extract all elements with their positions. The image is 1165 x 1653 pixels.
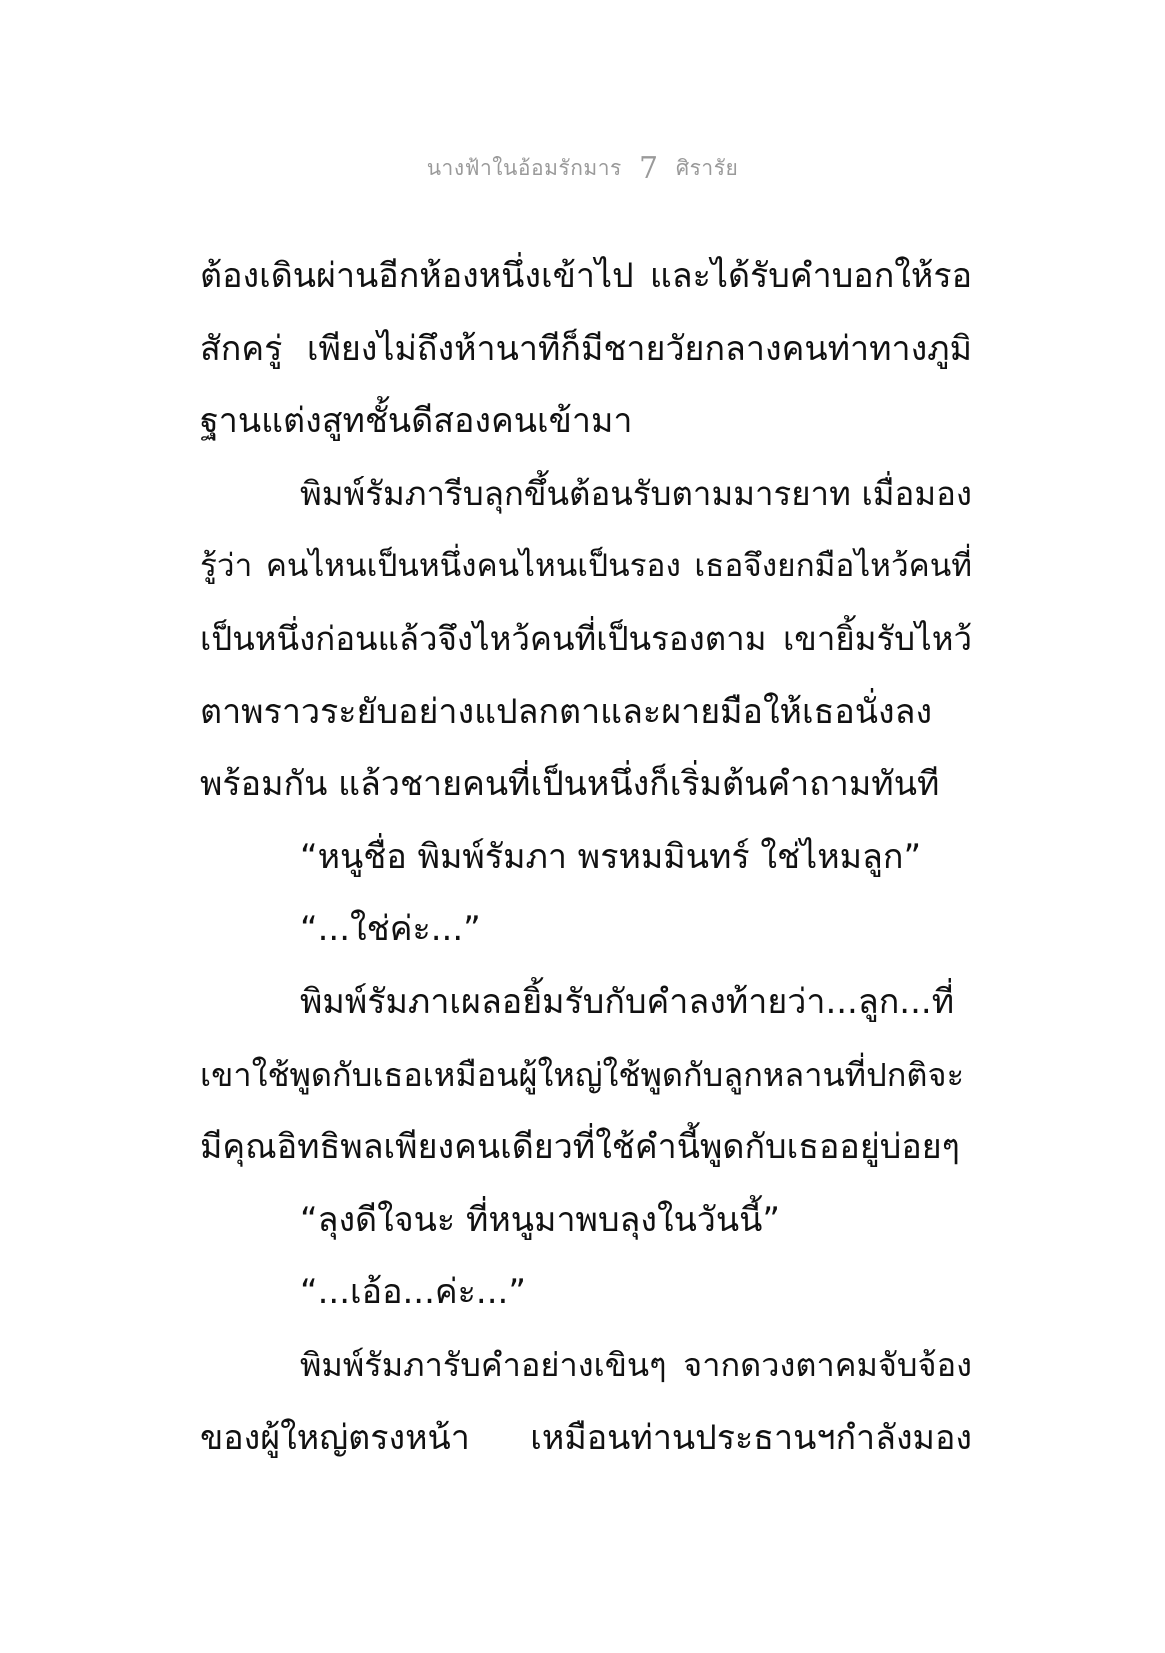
dialogue-line: “...เอ้อ...ค่ะ...” — [300, 1272, 526, 1313]
text-line: ของผู้ใหญ่ตรงหน้า เหมือนท่านประธานฯกำลังมอง — [200, 1417, 972, 1458]
text-line: มีคุณอิทธิพลเพียงคนเดียวที่ใช้คำนี้พูดกับเธออยู่บ่อยๆ — [200, 1127, 960, 1168]
text-line: ต้องเดินผ่านอีกห้องหนึ่งเข้าไป และได้รับคำบอกให้รอ — [200, 256, 972, 296]
dialogue-line: “หนูชื่อ พิมพ์รัมภา พรหมมินทร์ ใช่ไหมลูก” — [300, 836, 922, 877]
text-line: เขาใช้พูดกับเธอเหมือนผู้ใหญ่ใช้พูดกับลูกหลานที่ปกติจะ — [200, 1055, 965, 1094]
text-line: พิมพ์รัมภารีบลุกขึ้นต้อนรับตามมารยาท เมื่อมอง — [300, 473, 972, 513]
text-line: ตาพราวระยับอย่างแปลกตาและผายมือให้เธอนั่งลง — [200, 691, 933, 732]
book-title: นางฟ้าในอ้อมรักมาร — [426, 156, 622, 180]
running-header — [0, 151, 1165, 186]
text-line: รู้ว่า คนไหนเป็นหนึ่งคนไหนเป็นรอง เธอจึงยกมือไหว้คนที่ — [200, 548, 972, 585]
text-line: พร้อมกัน แล้วชายคนที่เป็นหนึ่งก็เริ่มต้นคำถามทันที — [200, 764, 940, 805]
text-line: พิมพ์รัมภาเผลอยิ้มรับกับคำลงท้ายว่า...ลูก...ที่ — [300, 981, 955, 1022]
author-name: ศิรารัย — [675, 156, 739, 180]
text-line: พิมพ์รัมภารับคำอย่างเขินๆ จากดวงตาคมจับจ้อง — [300, 1345, 972, 1384]
text-line: ฐานแต่งสูทชั้นดีสองคนเข้ามา — [200, 401, 633, 442]
text-line: สักครู่ เพียงไม่ถึงห้านาทีก็มีชายวัยกลางคนท่าทางภูมิ — [200, 328, 972, 369]
body-text — [200, 240, 972, 1474]
dialogue-line: “ลุงดีใจนะ ที่หนูมาพบลุงในวันนี้” — [300, 1199, 781, 1240]
page-number: 7 — [639, 151, 659, 186]
dialogue-line: “...ใช่ค่ะ...” — [300, 909, 481, 950]
text-line: เป็นหนึ่งก่อนแล้วจึงไหว้คนที่เป็นรองตาม เขายิ้มรับไหว้ — [200, 618, 972, 658]
